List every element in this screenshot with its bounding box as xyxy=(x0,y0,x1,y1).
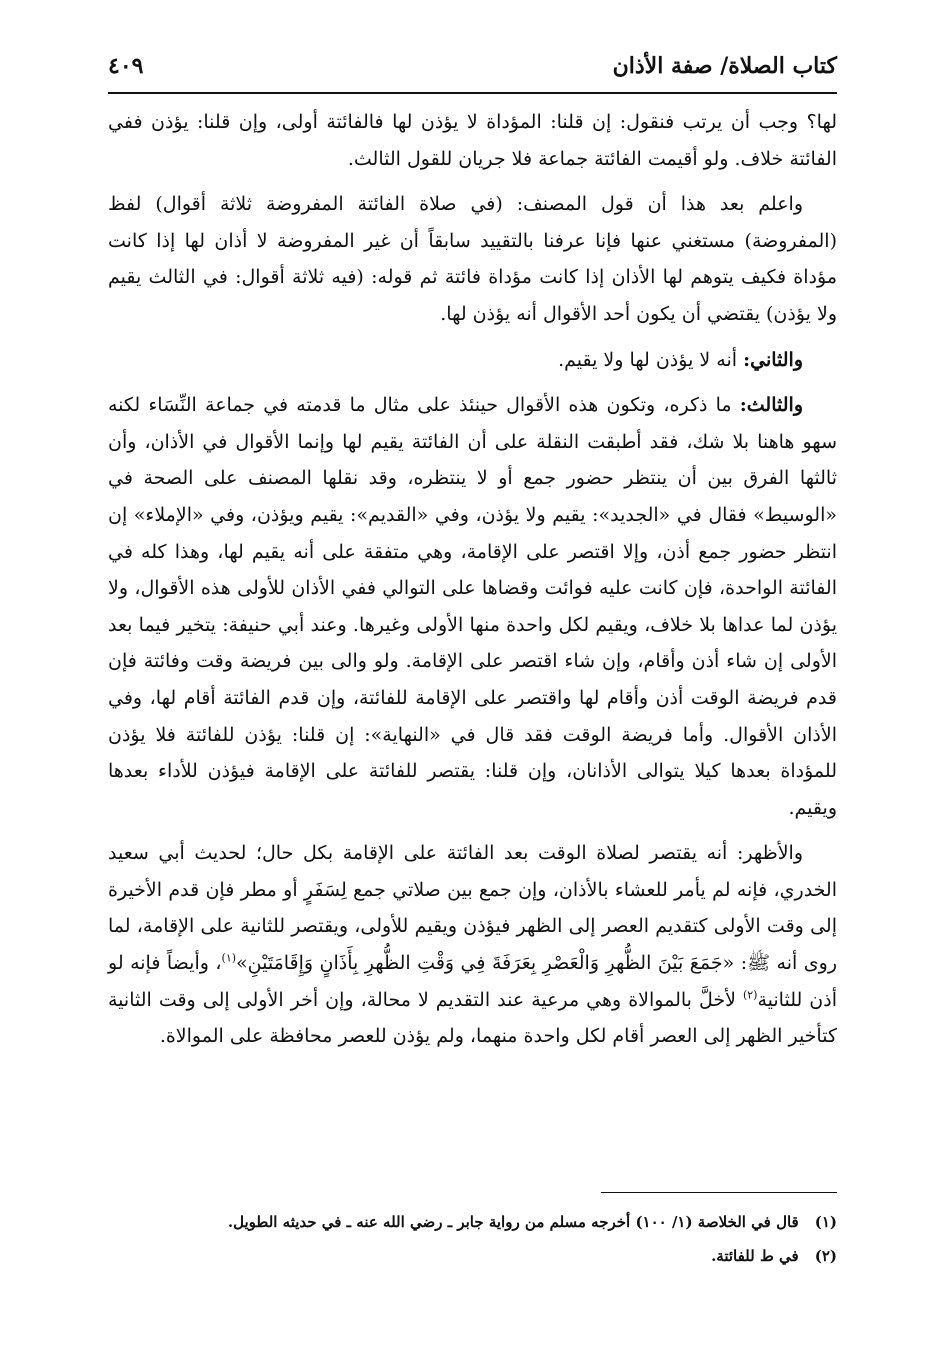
paragraph xyxy=(108,835,837,1055)
paragraph-text: والأظهر: أنه يقتصر لصلاة الوقت بعد الفائتة على الإقامة بكل حال؛ لحديث أبي سعيد الخدري، فإنه لم يأمر للعشاء بالأذان، وإن جمع بين صلاتي جمع لِسَفَرٍ أو مطر فإن قدم الأخيرة إلى وقت الأولى كتقديم العصر إلى الظهر فيؤذن ويقيم للأولى، ويقتصر للثانية على الإقامة، لما روى أنه ﷺ: «جَمَعَ بَيْنَ الظُّهرِ وَالْعَصْرِ بِعَرَفَةَ فِي وَقْتِ الظُّهرِ بِأَذَانٍ وَإِقَامَتَيْنِ» xyxy=(108,842,837,975)
footnotes xyxy=(108,1205,837,1273)
paragraph-text: ما ذكره، وتكون هذه الأقوال حينئذ على مثال ما قدمته في جماعة النِّسَاء لكنه سهو هاهنا بلا شك، فقد أطبقت النقلة على أن الفائتة يقيم لها وإنما الأقوال في الأذان، وأن ثالثها الفرق بين أن ينتظر حضور جمع أو لا ينتظره، وقد نقلها المصنف على الصحة في «الوسيط» فقال في «الجديد»: يقيم ولا يؤذن، وفي «القديم»: يقيم ويؤذن، وفي «الإملاء» إن انتظر حضور جمع أذن، وإلا اقتصر على الإقامة، وهي متفقة على أنه يقيم لها، وهذا كله في الفائتة الواحدة، فإن كانت عليه فوائت وقضاها على التوالي ففي الأذان للأولى هذه الأقوال، ولا يؤذن لما عداها بلا خلاف، ويقيم لكل واحدة منها الأولى وغيرها. وعند أبي حنيفة: يتخير فيما بعد الأولى إن شاء أذن وأقام، وإن شاء اقتصر على الإقامة. ولو والى بين فريضة وقت وفائتة فإن قدم فريضة الوقت أذن وأقام لها واقتصر على الإقامة للفائتة، وإن قدم الفائتة أقام لها، وفي الأذان الأقوال. وأما فريضة الوقت فقد قال في «النهاية»: إن قلنا: يؤذن للفائتة فلا يؤذن للمؤداة بعدها كيلا يتوالى الأذانان، وإن قلنا: يقتصر للفائتة على الإقامة فيؤذن للأداء بعدها ويقيم. xyxy=(108,394,837,819)
footnote-divider xyxy=(601,1192,837,1193)
paragraph xyxy=(108,342,837,379)
paragraph xyxy=(108,387,837,826)
footnote-item xyxy=(108,1239,837,1273)
footnote-marker[interactable]: (٢) xyxy=(742,988,758,1002)
paragraph-lead: والثالث: xyxy=(739,394,803,417)
paragraph-lead: والثاني: xyxy=(743,348,803,371)
header-divider xyxy=(108,92,837,94)
paragraph xyxy=(108,104,837,177)
running-title: كتاب الصلاة/ صفة الأذان xyxy=(612,53,837,79)
footnote-number: (١) xyxy=(814,1213,837,1231)
main-text xyxy=(108,104,837,1064)
page-number: ٤٠٩ xyxy=(108,53,144,79)
paragraph-text: واعلم بعد هذا أن قول المصنف: (في صلاة الفائتة المفروضة ثلاثة أقوال) لفظ (المفروضة) مستغني عنها فإنا عرفنا بالتقييد سابقاً أن غير المفروضة لا أذان لها إذا كانت مؤداة فكيف يتوهم لها الأذان إذا كانت مؤداة فائتة ثم قوله: (فيه ثلاثة أقوال: في الثالث يقيم ولا يؤذن) يقتضي أن يكون أحد الأقوال أنه يؤذن لها. xyxy=(108,193,837,325)
paragraph-text: لأخلَّ بالموالاة وهي مرعية عند التقديم لا محالة، وإن أخر الأولى إلى وقت الثانية كتأخير الظهر إلى العصر أقام لكل واحدة منهما، ولم يؤذن للعصر محافظة على الموالاة. xyxy=(108,988,837,1048)
footnote-text: قال في الخلاصة (١/ ١٠٠) أخرجه مسلم من رواية جابر ـ رضي الله عنه ـ في حديثه الطويل. xyxy=(227,1213,799,1231)
paragraph-text: لها؟ وجب أن يرتب فنقول: إن قلنا: المؤداة لا يؤذن لها فالفائتة أولى، وإن قلنا: يؤذن ففي الفائتة خلاف. ولو أقيمت الفائتة جماعة فلا جريان للقول الثالث. xyxy=(108,111,837,170)
footnote-number: (٢) xyxy=(814,1247,837,1265)
page-header xyxy=(108,46,837,86)
paragraph-text: ، وأيضاً فإنه لو أذن للثانية xyxy=(108,952,837,1011)
footnote-item xyxy=(108,1205,837,1239)
footnote-text: في ط للفائتة. xyxy=(711,1247,799,1265)
footnote-marker[interactable]: (١) xyxy=(221,951,237,965)
paragraph-text: أنه لا يؤذن لها ولا يقيم. xyxy=(558,348,738,371)
paragraph xyxy=(108,186,837,332)
